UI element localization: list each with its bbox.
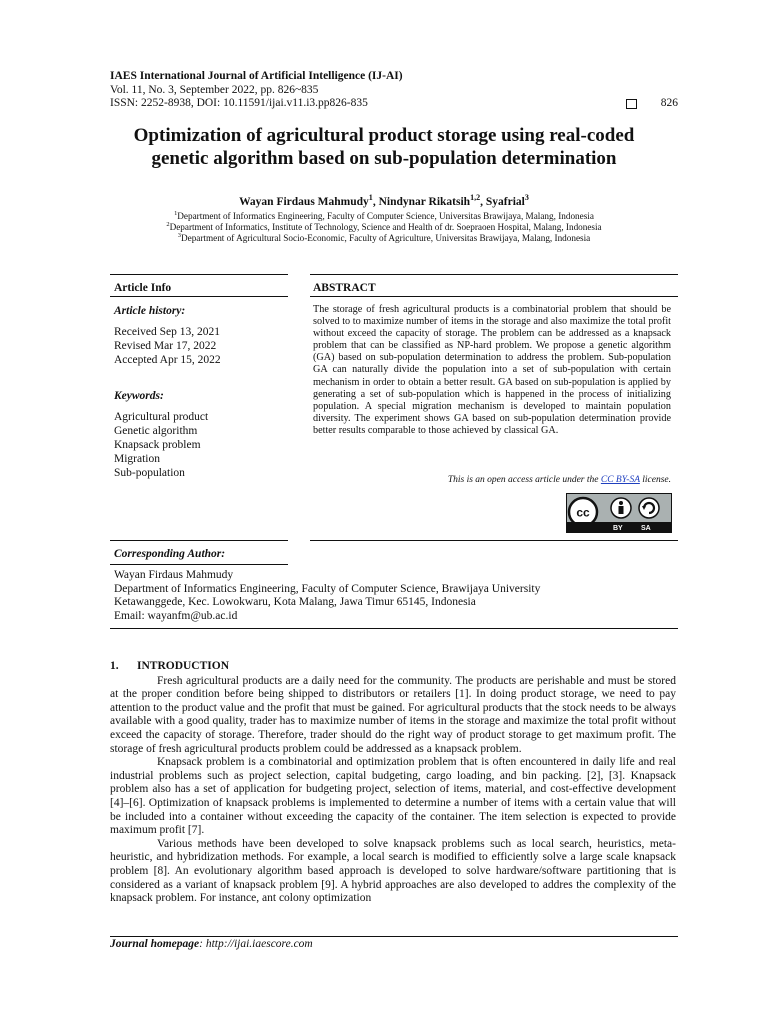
article-info-bottom-rule xyxy=(110,540,288,541)
journal-homepage xyxy=(110,938,678,950)
abstract-heading-rule xyxy=(310,296,678,297)
intro-paragraph-3: Various methods have been developed to solve knapsack problems such as local search, heuristics, meta-heuristic, and hybridization methods. For example, a local search is modified to efficiently solve a large scale knapsack problem [8]. An evolutionary algorithm based approach is developed to solve hardware/software partitioning that is considered as a variant of knapsack problem [9]. A hybrid approaches are also developed to addres the complexity of the knapsack problem. For instance, ant colony optimization xyxy=(110,837,676,905)
keyword-5: Sub-population xyxy=(114,467,185,479)
issn-doi: ISSN: 2252-8938, DOI: 10.11591/ijai.v11.i3.pp826-835 xyxy=(110,97,368,109)
badge-by-text: BY xyxy=(613,525,623,532)
author-3: , Syafrial xyxy=(480,196,525,208)
corresponding-heading-rule xyxy=(110,564,288,565)
accepted-date: Accepted Apr 15, 2022 xyxy=(114,354,221,366)
license-prefix: This is an open access article under the xyxy=(447,475,601,485)
corresponding-address: Ketawanggede, Kec. Lowokwaru, Kota Malang, Jawa Timur 65145, Indonesia xyxy=(114,596,476,608)
homepage-label: Journal homepage xyxy=(110,938,200,950)
affiliation-3-text: Department of Agricultural Socio-Economic, Faculty of Agriculture, Universitas Brawijaya, Malang, Indonesia xyxy=(180,233,591,244)
author-2-affil: 1,2 xyxy=(470,193,481,203)
affiliation-1 xyxy=(80,211,688,222)
abstract-heading: ABSTRACT xyxy=(313,282,376,294)
license-link[interactable]: CC BY-SA xyxy=(600,475,640,485)
author-1: Wayan Firdaus Mahmudy xyxy=(239,196,369,208)
author-2: , Nindynar Rikatsih xyxy=(372,196,471,208)
running-header xyxy=(110,70,678,111)
volume-info: Vol. 11, No. 3, September 2022, pp. 826~835 xyxy=(110,83,319,96)
article-info-heading-rule xyxy=(110,296,288,297)
homepage-url[interactable]: : http://ijai.iaescore.com xyxy=(199,938,313,950)
article-info-heading xyxy=(114,282,288,294)
keyword-4: Migration xyxy=(114,453,160,465)
svg-text:cc: cc xyxy=(576,505,590,520)
abstract-text: The storage of fresh agricultural products is a combinatorial problem that should be solved to to maximize number of items in the storage and also maximize the total profit without exceed the capacity of storage. The problem can be addressed as a knapsack problem that can be classified as NP-hard problem. We propose a genetic algorithm (GA) based on sub-population determination to address the problem. Sub-population GA can naturally divide the population into a set of sub-population with certain mechanism in order to obtain a better result. GA based on sub-population is applied by generating a set of sub-population which is happened in the process of initializing population. A special migration mechanism is developed to maintain population diversity. The experiment shows GA based on sub-population determination provide better results comparable to those achieved by classical GA. xyxy=(313,304,671,436)
introduction-heading xyxy=(110,660,676,674)
corresponding-bottom-rule xyxy=(110,628,678,629)
title-line-2: genetic algorithm based on sub-population determination xyxy=(151,148,617,169)
author-3-affil: 3 xyxy=(524,193,529,203)
corresponding-email: Email: wayanfm@ub.ac.id xyxy=(114,609,238,622)
footer-rule xyxy=(110,936,678,937)
section-number: 1. xyxy=(110,660,119,672)
section-title: INTRODUCTION xyxy=(137,660,230,672)
affiliation-2-mark: 2 xyxy=(166,221,170,229)
corresponding-author xyxy=(114,569,674,623)
received-date: Received Sep 13, 2021 xyxy=(114,326,221,338)
cc-by-sa-badge[interactable] xyxy=(566,493,672,533)
keyword-2: Genetic algorithm xyxy=(114,425,198,437)
revised-date: Revised Mar 17, 2022 xyxy=(114,340,217,352)
corresponding-heading xyxy=(114,548,288,560)
paper-title xyxy=(80,124,688,170)
affiliation-1-mark: 1 xyxy=(174,209,178,217)
open-access-note xyxy=(313,475,671,485)
affiliation-2 xyxy=(80,222,688,233)
title-line-1: Optimization of agricultural product storage using real-coded xyxy=(133,125,635,146)
introduction-section xyxy=(110,660,676,906)
affiliation-3-mark: 3 xyxy=(177,232,181,240)
keyword-1: Agricultural product xyxy=(114,411,209,423)
corresponding-dept: Department of Informatics Engineering, Faculty of Computer Science, Brawijaya University xyxy=(114,582,541,595)
affiliations xyxy=(80,211,688,245)
abstract-bottom-rule xyxy=(310,540,678,541)
affiliation-2-text: Department of Informatics, Institute of Technology, Science and Health of dr. Soepraoen Hospital, Malang, Indonesia xyxy=(169,222,602,233)
abstract-top-rule xyxy=(310,274,678,275)
badge-sa-text: SA xyxy=(641,525,651,532)
license-suffix: license. xyxy=(639,475,671,485)
corresponding-name: Wayan Firdaus Mahmudy xyxy=(114,569,234,581)
square-icon xyxy=(626,99,637,109)
affiliation-1-text: Department of Informatics Engineering, Faculty of Computer Science, Universitas Brawijaya, Malang, Indonesia xyxy=(177,211,594,221)
journal-name: IAES International Journal of Artificial Intelligence (IJ-AI) xyxy=(110,70,403,82)
intro-paragraph-2: Knapsack problem is a combinatorial and optimization problem that is often encountered in daily life and real industrial problems such as project selection, capital budgeting, cargo loading, and bin packing. [2], [3]. Knapsack problem also has a set of application for budgeting project, selection of items, material, and cost-effective development [4]–[6]. Optimization of knapsack problems is implemented to determine a number of items with a certain value that will be included into a container without exceeding the capacity of the container. The item selection is expected to provide maximum profit [7]. xyxy=(110,756,676,837)
article-history xyxy=(114,304,288,367)
affiliation-3 xyxy=(80,233,688,244)
keywords-heading: Keywords: xyxy=(114,390,164,402)
article-info-label: Article Info xyxy=(114,282,172,294)
intro-paragraph-1: Fresh agricultural products are a daily need for the community. The products are perishable and must be stored at the proper condition before being shipped to distributors or retailers [1]. In doing product storage, we need to pay attention to the product value and the profit that must be gained. For agricultural products that the stock needs to be always available with a good quality, trader has to maximize number of items in the storage and maximize the total profit without exceed the capacity of storage. Therefore, trader should do the right way of product storage to get maximum profit. The storage of fresh agricultural products problem could be addressed as a knapsack problem. xyxy=(110,674,676,755)
page-number: 826 xyxy=(660,97,678,109)
article-history-heading: Article history: xyxy=(114,305,186,317)
author-list xyxy=(80,193,688,208)
author-1-affil: 1 xyxy=(368,193,373,203)
keywords-block xyxy=(114,389,288,480)
article-info-top-rule xyxy=(110,274,288,275)
corresponding-heading-label: Corresponding Author: xyxy=(114,548,226,560)
keyword-3: Knapsack problem xyxy=(114,439,201,451)
